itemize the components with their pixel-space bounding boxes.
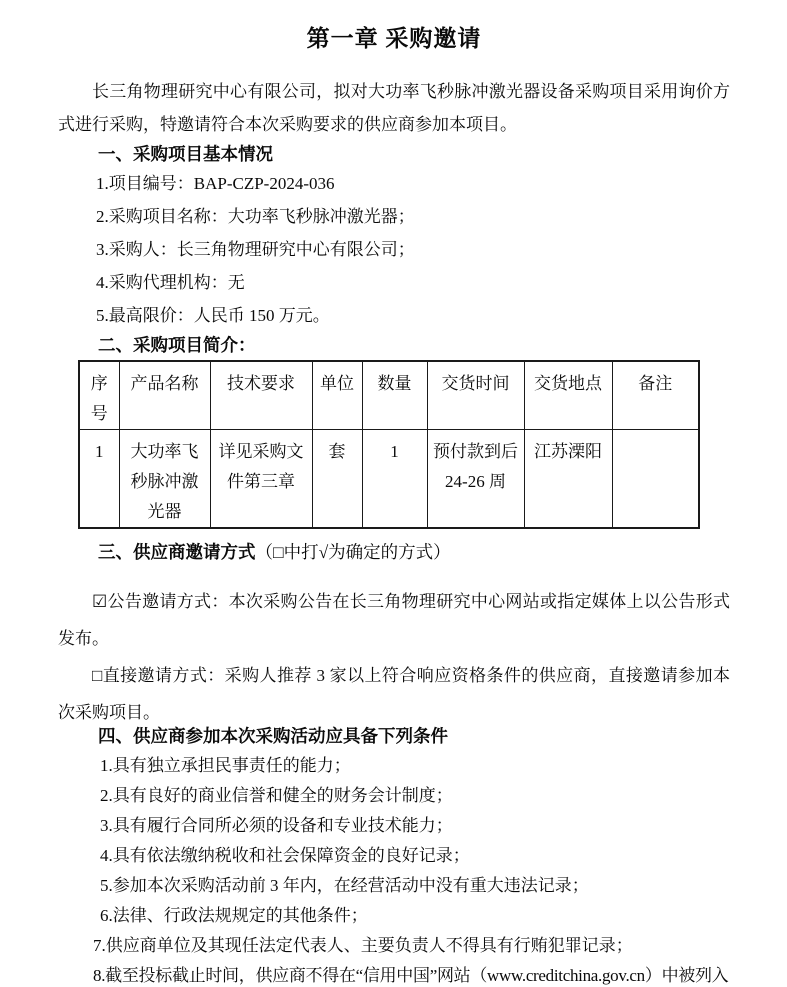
page-title: 第一章 采购邀请 [306,26,482,51]
table-cell-remark [612,430,699,529]
option-public-announcement-text: 公告邀请方式：本次采购公告在长三角物理研究中心网站或指定媒体上以公告形式发布。 [58,592,730,648]
table-header-seq: 序号 [79,361,119,430]
table-cell-tech: 详见采购文件第三章 [210,430,312,529]
list-item-condition-6: 6.法律、行政法规规定的其他条件； [100,906,368,925]
unchecked-checkbox-icon: □ [92,666,103,685]
section-heading-project-brief: 二、采购项目简介： [98,335,256,355]
heading-note: （□中打√为确定的方式） [255,542,451,562]
table-header-qty: 数量 [362,361,427,430]
section-heading-basic-info: 一、采购项目基本情况 [98,144,273,164]
section-heading-supplier-conditions: 四、供应商参加本次采购活动应具备下列条件 [98,726,448,746]
list-item-price-limit: 5.最高限价：人民币 150 万元。 [96,306,330,325]
table-header-product: 产品名称 [119,361,210,430]
list-item-condition-5: 5.参加本次采购活动前 3 年内，在经营活动中没有重大违法记录； [100,876,589,895]
table-cell-seq: 1 [79,430,119,529]
list-item-purchaser: 3.采购人：长三角物理研究中心有限公司； [96,240,415,259]
list-item-condition-3: 3.具有履行合同所必须的设备和专业技术能力； [100,816,453,835]
table-row [79,430,699,529]
intro-paragraph: 长三角物理研究中心有限公司，拟对大功率飞秒脉冲激光器设备采购项目采用询价方式进行采购，特邀请符合本次采购要求的供应商参加本项目。 [58,82,730,134]
table-header-row [79,361,699,430]
table-header-tech: 技术要求 [210,361,312,430]
list-item-agency: 4.采购代理机构：无 [96,273,245,292]
list-item-condition-2: 2.具有良好的商业信誉和健全的财务会计制度； [100,786,453,805]
table-cell-unit: 套 [312,430,362,529]
list-item-condition-7: 7.供应商单位及其现任法定代表人、主要负责人不得具有行贿犯罪记录； [93,936,633,955]
table-header-remark: 备注 [612,361,699,430]
supplier-conditions-list [58,755,730,987]
option-public-announcement [58,583,730,657]
table-cell-delivery-time: 预付款到后 24-26 周 [427,430,524,529]
section-heading-invitation-method-label: 三、供应商邀请方式 [98,542,256,562]
table-cell-product: 大功率飞秒脉冲激光器 [119,430,210,529]
basic-info-list [58,173,730,327]
list-item-condition-4: 4.具有依法缴纳税收和社会保障资金的良好记录； [100,846,470,865]
table-cell-delivery-place: 江苏溧阳 [524,430,612,529]
option-direct-invitation [58,657,730,731]
list-item-project-name: 2.采购项目名称：大功率飞秒脉冲激光器； [96,207,415,226]
list-item-condition-8: 8.截至投标截止时间，供应商不得在“信用中国”网站（www.creditchina.gov.cn）中被列入 [93,966,729,985]
table-header-delivery-time: 交货时间 [427,361,524,430]
list-item-condition-1: 1.具有独立承担民事责任的能力； [100,756,351,775]
table-header-unit: 单位 [312,361,362,430]
list-item-project-number: 1.项目编号：BAP-CZP-2024-036 [96,174,335,193]
table-header-delivery-place: 交货地点 [524,361,612,430]
checked-checkbox-icon: ☑ [92,592,108,611]
product-table [78,360,700,529]
table-cell-qty: 1 [362,430,427,529]
section-heading-invitation-method [98,541,730,563]
option-direct-invitation-text: 直接邀请方式：采购人推荐 3 家以上符合响应资格条件的供应商，直接邀请参加本次采购项目。 [58,666,730,722]
